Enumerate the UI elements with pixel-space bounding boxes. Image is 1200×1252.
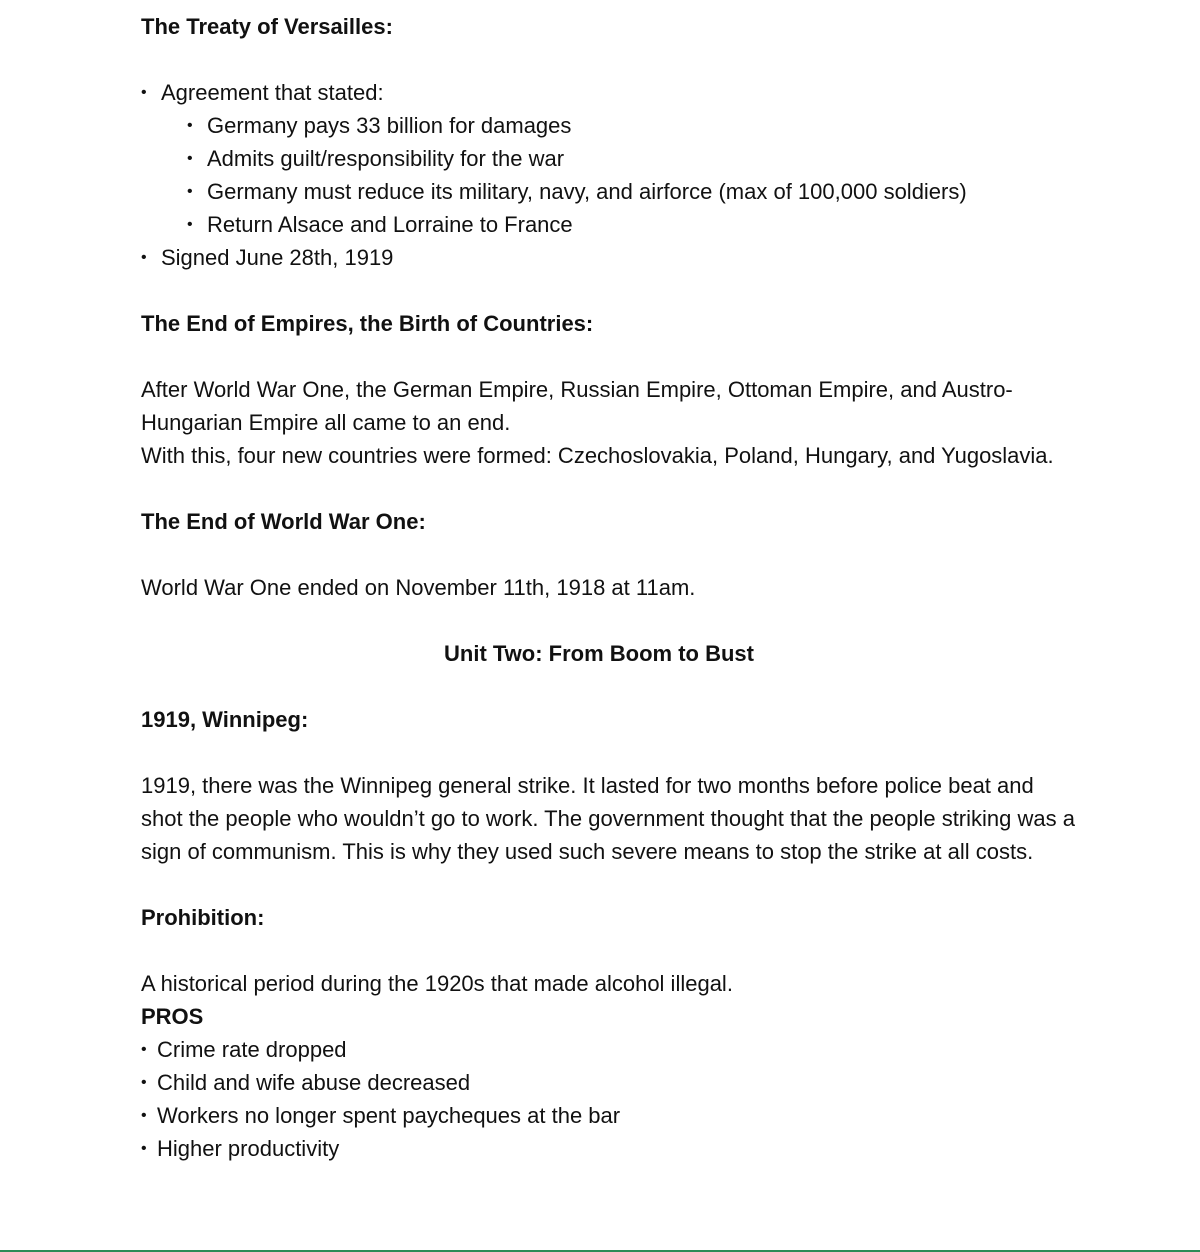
winnipeg-paragraph: 1919, there was the Winnipeg general strike. It lasted for two months before police beat and shot the people who wouldn’t go to work. The government thought that the people striking was a sign of communism. This is why they used such severe means to stop the strike at all costs. [141, 773, 1075, 864]
pros-list [141, 1033, 1081, 1165]
list-item: • Higher productivity [141, 1132, 1081, 1165]
winnipeg-heading: 1919, Winnipeg: [141, 707, 309, 732]
list-item: • Germany pays 33 billion for damages [187, 109, 1081, 142]
list-item: • Crime rate dropped [141, 1033, 1081, 1066]
treaty-agreement-item: Agreement that stated: [161, 80, 384, 105]
list-item: • Child and wife abuse decreased [141, 1066, 1081, 1099]
prohibition-heading: Prohibition: [141, 905, 265, 930]
pros-label: PROS [141, 1004, 204, 1029]
empires-paragraph-2: With this, four new countries were formed: Czechoslovakia, Poland, Hungary, and Yugoslavia. [141, 443, 1054, 468]
list-item [141, 76, 1081, 241]
empires-paragraph-1: After World War One, the German Empire, Russian Empire, Ottoman Empire, and Austro-Hungarian Empire all came to an end. [141, 377, 1013, 435]
treaty-heading: The Treaty of Versailles: [141, 14, 393, 39]
list-item: • Admits guilt/responsibility for the war [187, 142, 1081, 175]
treaty-list [141, 76, 1081, 274]
list-item: • Germany must reduce its military, navy, and airforce (max of 100,000 soldiers) [187, 175, 1081, 208]
end-war-heading: The End of World War One: [141, 509, 426, 534]
list-item: • Signed June 28th, 1919 [141, 241, 1081, 274]
end-war-paragraph: World War One ended on November 11th, 1918 at 11am. [141, 575, 696, 600]
document-page [141, 0, 1081, 1165]
prohibition-paragraph: A historical period during the 1920s that made alcohol illegal. [141, 971, 733, 996]
unit-title: Unit Two: From Boom to Bust [444, 641, 754, 666]
empires-heading: The End of Empires, the Birth of Countries: [141, 311, 594, 336]
treaty-sub-list [187, 109, 1081, 241]
list-item: • Return Alsace and Lorraine to France [187, 208, 1081, 241]
list-item: • Workers no longer spent paycheques at the bar [141, 1099, 1081, 1132]
